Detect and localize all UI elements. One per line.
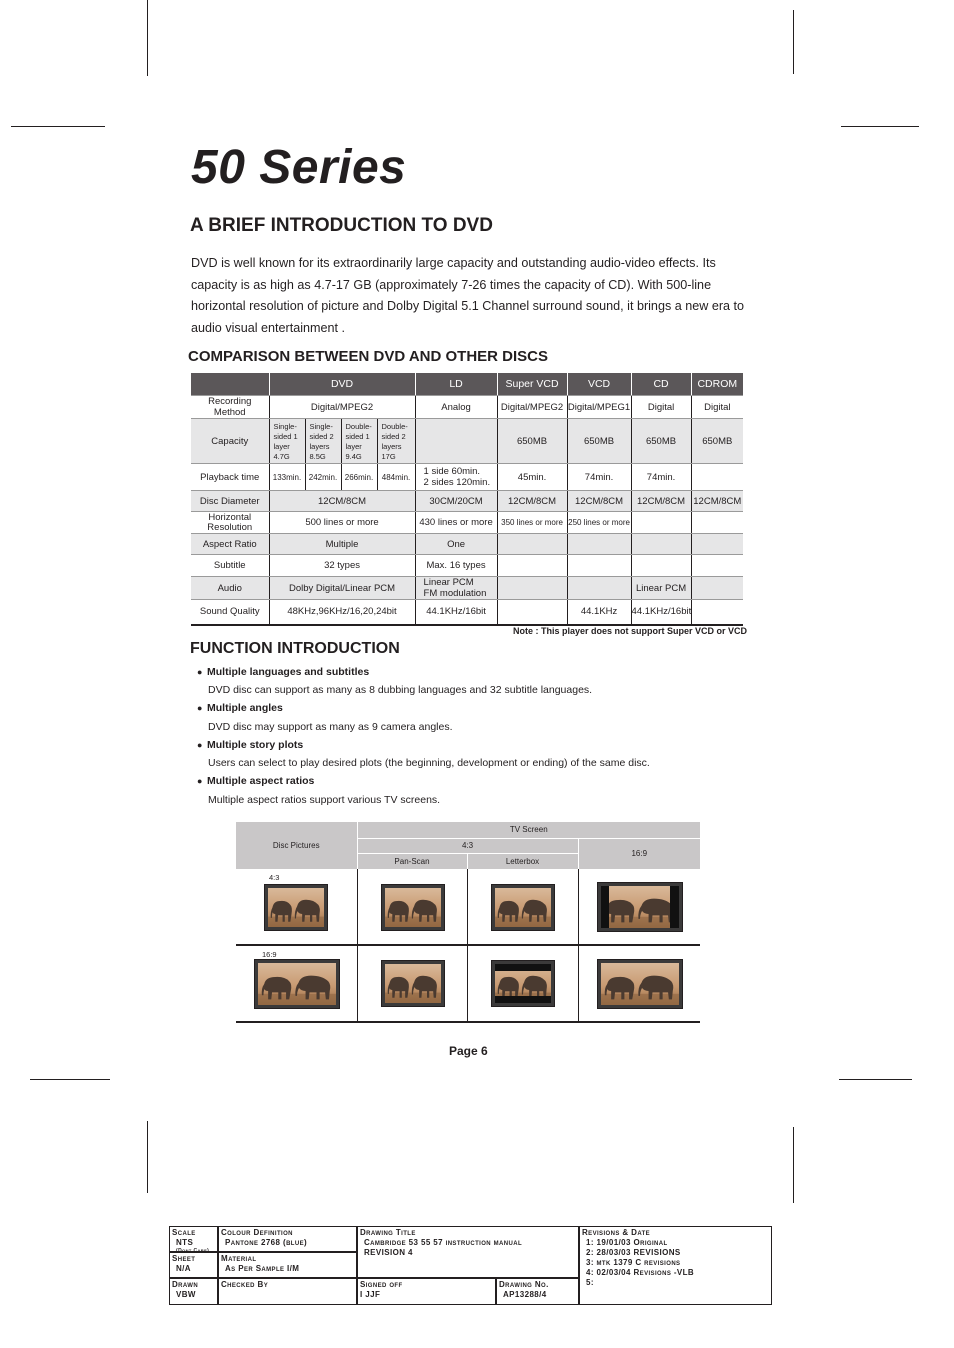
revisions-label: Revisions & Date bbox=[582, 1228, 651, 1237]
table-cell bbox=[415, 464, 497, 491]
feature-title: Multiple angles bbox=[207, 702, 283, 714]
section-title-comparison: COMPARISON BETWEEN DVD AND OTHER DISCS bbox=[188, 348, 549, 365]
revision-line: 1: 19/01/03 Original bbox=[586, 1238, 668, 1247]
table-cell: 650MB bbox=[497, 419, 567, 464]
signed-box bbox=[357, 1278, 496, 1305]
elephant-graphic bbox=[385, 964, 441, 1003]
table-cell bbox=[415, 419, 497, 464]
feature-heading bbox=[197, 739, 303, 751]
table-row bbox=[191, 396, 743, 419]
row-label: Playback time bbox=[191, 464, 269, 491]
table-cell: 44.1KHz bbox=[567, 600, 631, 625]
signed-label: Signed off bbox=[360, 1280, 403, 1289]
table-cell: Double-sided 1 layer 9.4G bbox=[341, 419, 377, 464]
table-cell: Digital/MPEG1 bbox=[567, 396, 631, 419]
page-number: Page 6 bbox=[449, 1044, 488, 1058]
signed-value: I JJF bbox=[360, 1290, 381, 1299]
table-header-cell: DVD bbox=[269, 373, 415, 396]
comparison-table bbox=[191, 373, 743, 626]
bullet-icon: ● bbox=[197, 776, 203, 786]
intro-paragraph: DVD is well known for its extraordinarily large capacity and outstanding audio-video effects. Its capacity is as high as 4.7-17 GB (approximately 7-26 times the capacity of CD). With 500-line horizontal resolution of picture and Dolby Digital 5.1 Channel surround sound, it brings a new era to audio visual entertainment . bbox=[191, 256, 745, 335]
elephant-graphic bbox=[601, 963, 679, 1005]
row-label: Disc Diameter bbox=[191, 491, 269, 512]
drawn-label: Drawn bbox=[172, 1280, 199, 1289]
elephant-graphic bbox=[258, 963, 336, 1005]
elephant-image bbox=[381, 960, 445, 1007]
table-row bbox=[191, 577, 743, 600]
bullet-icon: ● bbox=[197, 740, 203, 750]
ratio-label: 16:9 bbox=[262, 950, 277, 959]
row-label bbox=[191, 512, 269, 534]
picture-cell bbox=[357, 869, 467, 945]
table-row bbox=[191, 419, 743, 464]
table-cell bbox=[415, 577, 497, 600]
elephant-graphic bbox=[495, 888, 551, 927]
crop-mark bbox=[839, 1079, 912, 1080]
table-cell: 650MB bbox=[567, 419, 631, 464]
crop-mark bbox=[147, 1121, 148, 1193]
table-cell: 12CM/8CM bbox=[631, 491, 691, 512]
feature-heading bbox=[197, 702, 283, 714]
feature-title: Multiple aspect ratios bbox=[207, 775, 315, 787]
drawing-number-label: Drawing No. bbox=[499, 1280, 549, 1289]
drawing-number-value: AP13288/4 bbox=[503, 1290, 547, 1299]
table-cell bbox=[567, 534, 631, 555]
drawn-value: VBW bbox=[176, 1290, 196, 1299]
scale-value: NTS bbox=[176, 1238, 194, 1247]
elephant-image bbox=[597, 959, 683, 1009]
aspect-ratio-table bbox=[236, 822, 700, 1023]
sheet-value: N/A bbox=[176, 1264, 191, 1273]
table-cell: 484min. bbox=[377, 464, 415, 491]
table-cell: 12CM/8CM bbox=[497, 491, 567, 512]
series-title: 50 Series bbox=[191, 141, 407, 194]
row-label: Capacity bbox=[191, 419, 269, 464]
disc-pictures-header: Disc Pictures bbox=[236, 822, 357, 869]
table-row bbox=[191, 600, 743, 625]
drawing-title-line: Cambridge 53 55 57 instruction manual bbox=[364, 1238, 523, 1247]
table-cell: 650MB bbox=[691, 419, 743, 464]
letterbox-header: Letterbox bbox=[467, 853, 578, 869]
table-cell: 48KHz,96KHz/16,20,24bit bbox=[269, 600, 415, 625]
crop-mark bbox=[30, 1079, 110, 1080]
table-cell bbox=[691, 512, 743, 534]
table-cell bbox=[691, 555, 743, 577]
row-label: Subtitle bbox=[191, 555, 269, 577]
ratio-169-header: 16:9 bbox=[578, 838, 700, 869]
table-cell: Digital bbox=[631, 396, 691, 419]
feature-description: Users can select to play desired plots (the beginning, development or ending) of the same disc. bbox=[208, 757, 650, 769]
drawing-title-label: Drawing Title bbox=[360, 1228, 416, 1237]
cell-line: Linear PCM bbox=[423, 577, 474, 588]
table-cell: 74min. bbox=[631, 464, 691, 491]
crop-mark bbox=[793, 10, 794, 74]
table-cell: 650MB bbox=[631, 419, 691, 464]
material-value: As Per Sample I/M bbox=[225, 1264, 300, 1273]
table-row bbox=[191, 491, 743, 512]
ratio-label: 4:3 bbox=[269, 873, 280, 882]
table-cell: Digital bbox=[691, 396, 743, 419]
table-cell bbox=[691, 534, 743, 555]
table-cell: 45min. bbox=[497, 464, 567, 491]
scale-note: (Dont Care) bbox=[176, 1248, 210, 1254]
feature-title: Multiple languages and subtitles bbox=[207, 666, 370, 678]
table-cell bbox=[497, 534, 567, 555]
table-header-cell: CDROM bbox=[691, 373, 743, 396]
row-label: Aspect Ratio bbox=[191, 534, 269, 555]
table-row bbox=[191, 512, 743, 534]
elephant-graphic bbox=[601, 886, 679, 928]
revision-line: 4: 02/03/04 Revisions -VLB bbox=[586, 1268, 695, 1277]
feature-description: DVD disc can support as many as 8 dubbing languages and 32 subtitle languages. bbox=[208, 684, 593, 696]
table-cell bbox=[497, 600, 567, 625]
table-cell bbox=[631, 512, 691, 534]
cell-line: FM modulation bbox=[423, 588, 487, 599]
table-cell: Multiple bbox=[269, 534, 415, 555]
crop-mark bbox=[147, 0, 148, 76]
table-cell: Linear PCM bbox=[631, 577, 691, 600]
elephant-image bbox=[491, 884, 555, 931]
row-label: Sound Quality bbox=[191, 600, 269, 625]
table-cell: Single-sided 1 layer 4.7G bbox=[269, 419, 305, 464]
table-cell bbox=[497, 577, 567, 600]
drawing-number-box bbox=[496, 1278, 579, 1305]
table-header-cell: LD bbox=[415, 373, 497, 396]
table-cell: Dolby Digital/Linear PCM bbox=[269, 577, 415, 600]
table-cell bbox=[631, 555, 691, 577]
table-row bbox=[191, 555, 743, 577]
table-cell bbox=[567, 577, 631, 600]
checked-box bbox=[218, 1278, 357, 1305]
picture-cell bbox=[467, 869, 578, 945]
checked-label: Checked By bbox=[221, 1280, 269, 1289]
drawing-title-box bbox=[357, 1226, 579, 1278]
elephant-image-letterbox bbox=[491, 960, 555, 1007]
colour-box bbox=[218, 1226, 357, 1252]
elephant-image bbox=[254, 959, 340, 1009]
table-cell: Digital/MPEG2 bbox=[269, 396, 415, 419]
row-label: Recording Method bbox=[191, 396, 269, 419]
table-cell: 32 types bbox=[269, 555, 415, 577]
table-row bbox=[191, 464, 743, 491]
table-cell: Double-sided 2 layers 17G bbox=[377, 419, 415, 464]
revision-line: 5: bbox=[586, 1278, 594, 1287]
table-cell: Analog bbox=[415, 396, 497, 419]
table-cell: One bbox=[415, 534, 497, 555]
row-label: Audio bbox=[191, 577, 269, 600]
elephant-image-pillarbox bbox=[597, 882, 683, 932]
table-row bbox=[191, 534, 743, 555]
table-cell: 430 lines or more bbox=[415, 512, 497, 534]
elephant-image bbox=[264, 884, 328, 931]
elephant-image bbox=[381, 884, 445, 931]
table-cell: 266min. bbox=[341, 464, 377, 491]
sheet-box bbox=[169, 1252, 218, 1278]
table-cell: 12CM/8CM bbox=[567, 491, 631, 512]
table-header-cell: VCD bbox=[567, 373, 631, 396]
table-note: Note : This player does not support Super VCD or VCD bbox=[512, 626, 747, 636]
elephant-graphic bbox=[268, 888, 324, 927]
drawn-box bbox=[169, 1278, 218, 1305]
revisions-box bbox=[579, 1226, 772, 1305]
colour-label: Colour Definition bbox=[221, 1228, 293, 1237]
table-cell: 242min. bbox=[305, 464, 341, 491]
feature-title: Multiple story plots bbox=[207, 739, 304, 751]
table-cell: 12CM/8CM bbox=[269, 491, 415, 512]
picture-cell bbox=[357, 945, 467, 1022]
revision-line: 3: mtk 1379 C revisions bbox=[586, 1258, 681, 1267]
table-cell: 350 lines or more bbox=[497, 512, 567, 534]
table-header-cell: CD bbox=[631, 373, 691, 396]
table-cell: 30CM/20CM bbox=[415, 491, 497, 512]
section-title-functions: FUNCTION INTRODUCTION bbox=[190, 640, 400, 657]
cell-line: 1 side 60min. bbox=[423, 466, 481, 477]
table-cell: Single-sided 2 layers 8.5G bbox=[305, 419, 341, 464]
table-cell bbox=[691, 577, 743, 600]
picture-cell bbox=[236, 869, 357, 945]
colour-value: Pantone 2768 (blue) bbox=[225, 1238, 308, 1247]
table-cell bbox=[691, 600, 743, 625]
pan-scan-header: Pan-Scan bbox=[357, 853, 467, 869]
section-title-intro: A BRIEF INTRODUCTION TO DVD bbox=[190, 215, 493, 236]
table-cell bbox=[691, 464, 743, 491]
table-cell: 74min. bbox=[567, 464, 631, 491]
material-box bbox=[218, 1252, 357, 1278]
crop-mark bbox=[11, 126, 105, 127]
feature-description: DVD disc may support as many as 9 camera angles. bbox=[208, 721, 453, 733]
ratio-43-header: 4:3 bbox=[357, 838, 578, 853]
table-cell: Max. 16 types bbox=[415, 555, 497, 577]
picture-cell bbox=[467, 945, 578, 1022]
table-cell: 133min. bbox=[269, 464, 305, 491]
elephant-graphic bbox=[385, 888, 441, 927]
table-cell: 44.1KHz/16bit bbox=[415, 600, 497, 625]
table-cell bbox=[497, 555, 567, 577]
crop-mark bbox=[793, 1127, 794, 1203]
table-cell bbox=[567, 555, 631, 577]
table-cell: 12CM/8CM bbox=[691, 491, 743, 512]
picture-cell bbox=[236, 945, 357, 1022]
drawing-title-line: REVISION 4 bbox=[364, 1248, 413, 1257]
cell-line: Resolution bbox=[207, 521, 253, 533]
bullet-icon: ● bbox=[197, 667, 203, 677]
table-cell: 500 lines or more bbox=[269, 512, 415, 534]
table-cell: 250 lines or more bbox=[567, 512, 631, 534]
table-cell: Digital/MPEG2 bbox=[497, 396, 567, 419]
sheet-label: Sheet bbox=[172, 1254, 196, 1263]
feature-heading bbox=[197, 666, 369, 678]
revision-line: 2: 28/03/03 REVISIONS bbox=[586, 1248, 681, 1257]
bullet-icon: ● bbox=[197, 703, 203, 713]
feature-description: Multiple aspect ratios support various TV screens. bbox=[208, 794, 441, 806]
crop-mark bbox=[841, 126, 919, 127]
cell-line: 2 sides 120min. bbox=[423, 477, 491, 488]
table-header-cell: Super VCD bbox=[497, 373, 567, 396]
scale-box bbox=[169, 1226, 218, 1252]
cell-line: Horizontal bbox=[208, 511, 252, 523]
tv-screen-header: TV Screen bbox=[357, 822, 700, 838]
table-header-cell bbox=[191, 373, 269, 396]
picture-cell bbox=[578, 869, 700, 945]
table-header-row bbox=[191, 373, 743, 396]
feature-heading bbox=[197, 775, 314, 787]
scale-label: Scale bbox=[172, 1228, 196, 1237]
material-label: Material bbox=[221, 1254, 257, 1263]
table-cell: 44.1KHz/16bit bbox=[631, 600, 691, 625]
picture-cell bbox=[578, 945, 700, 1022]
table-cell bbox=[631, 534, 691, 555]
